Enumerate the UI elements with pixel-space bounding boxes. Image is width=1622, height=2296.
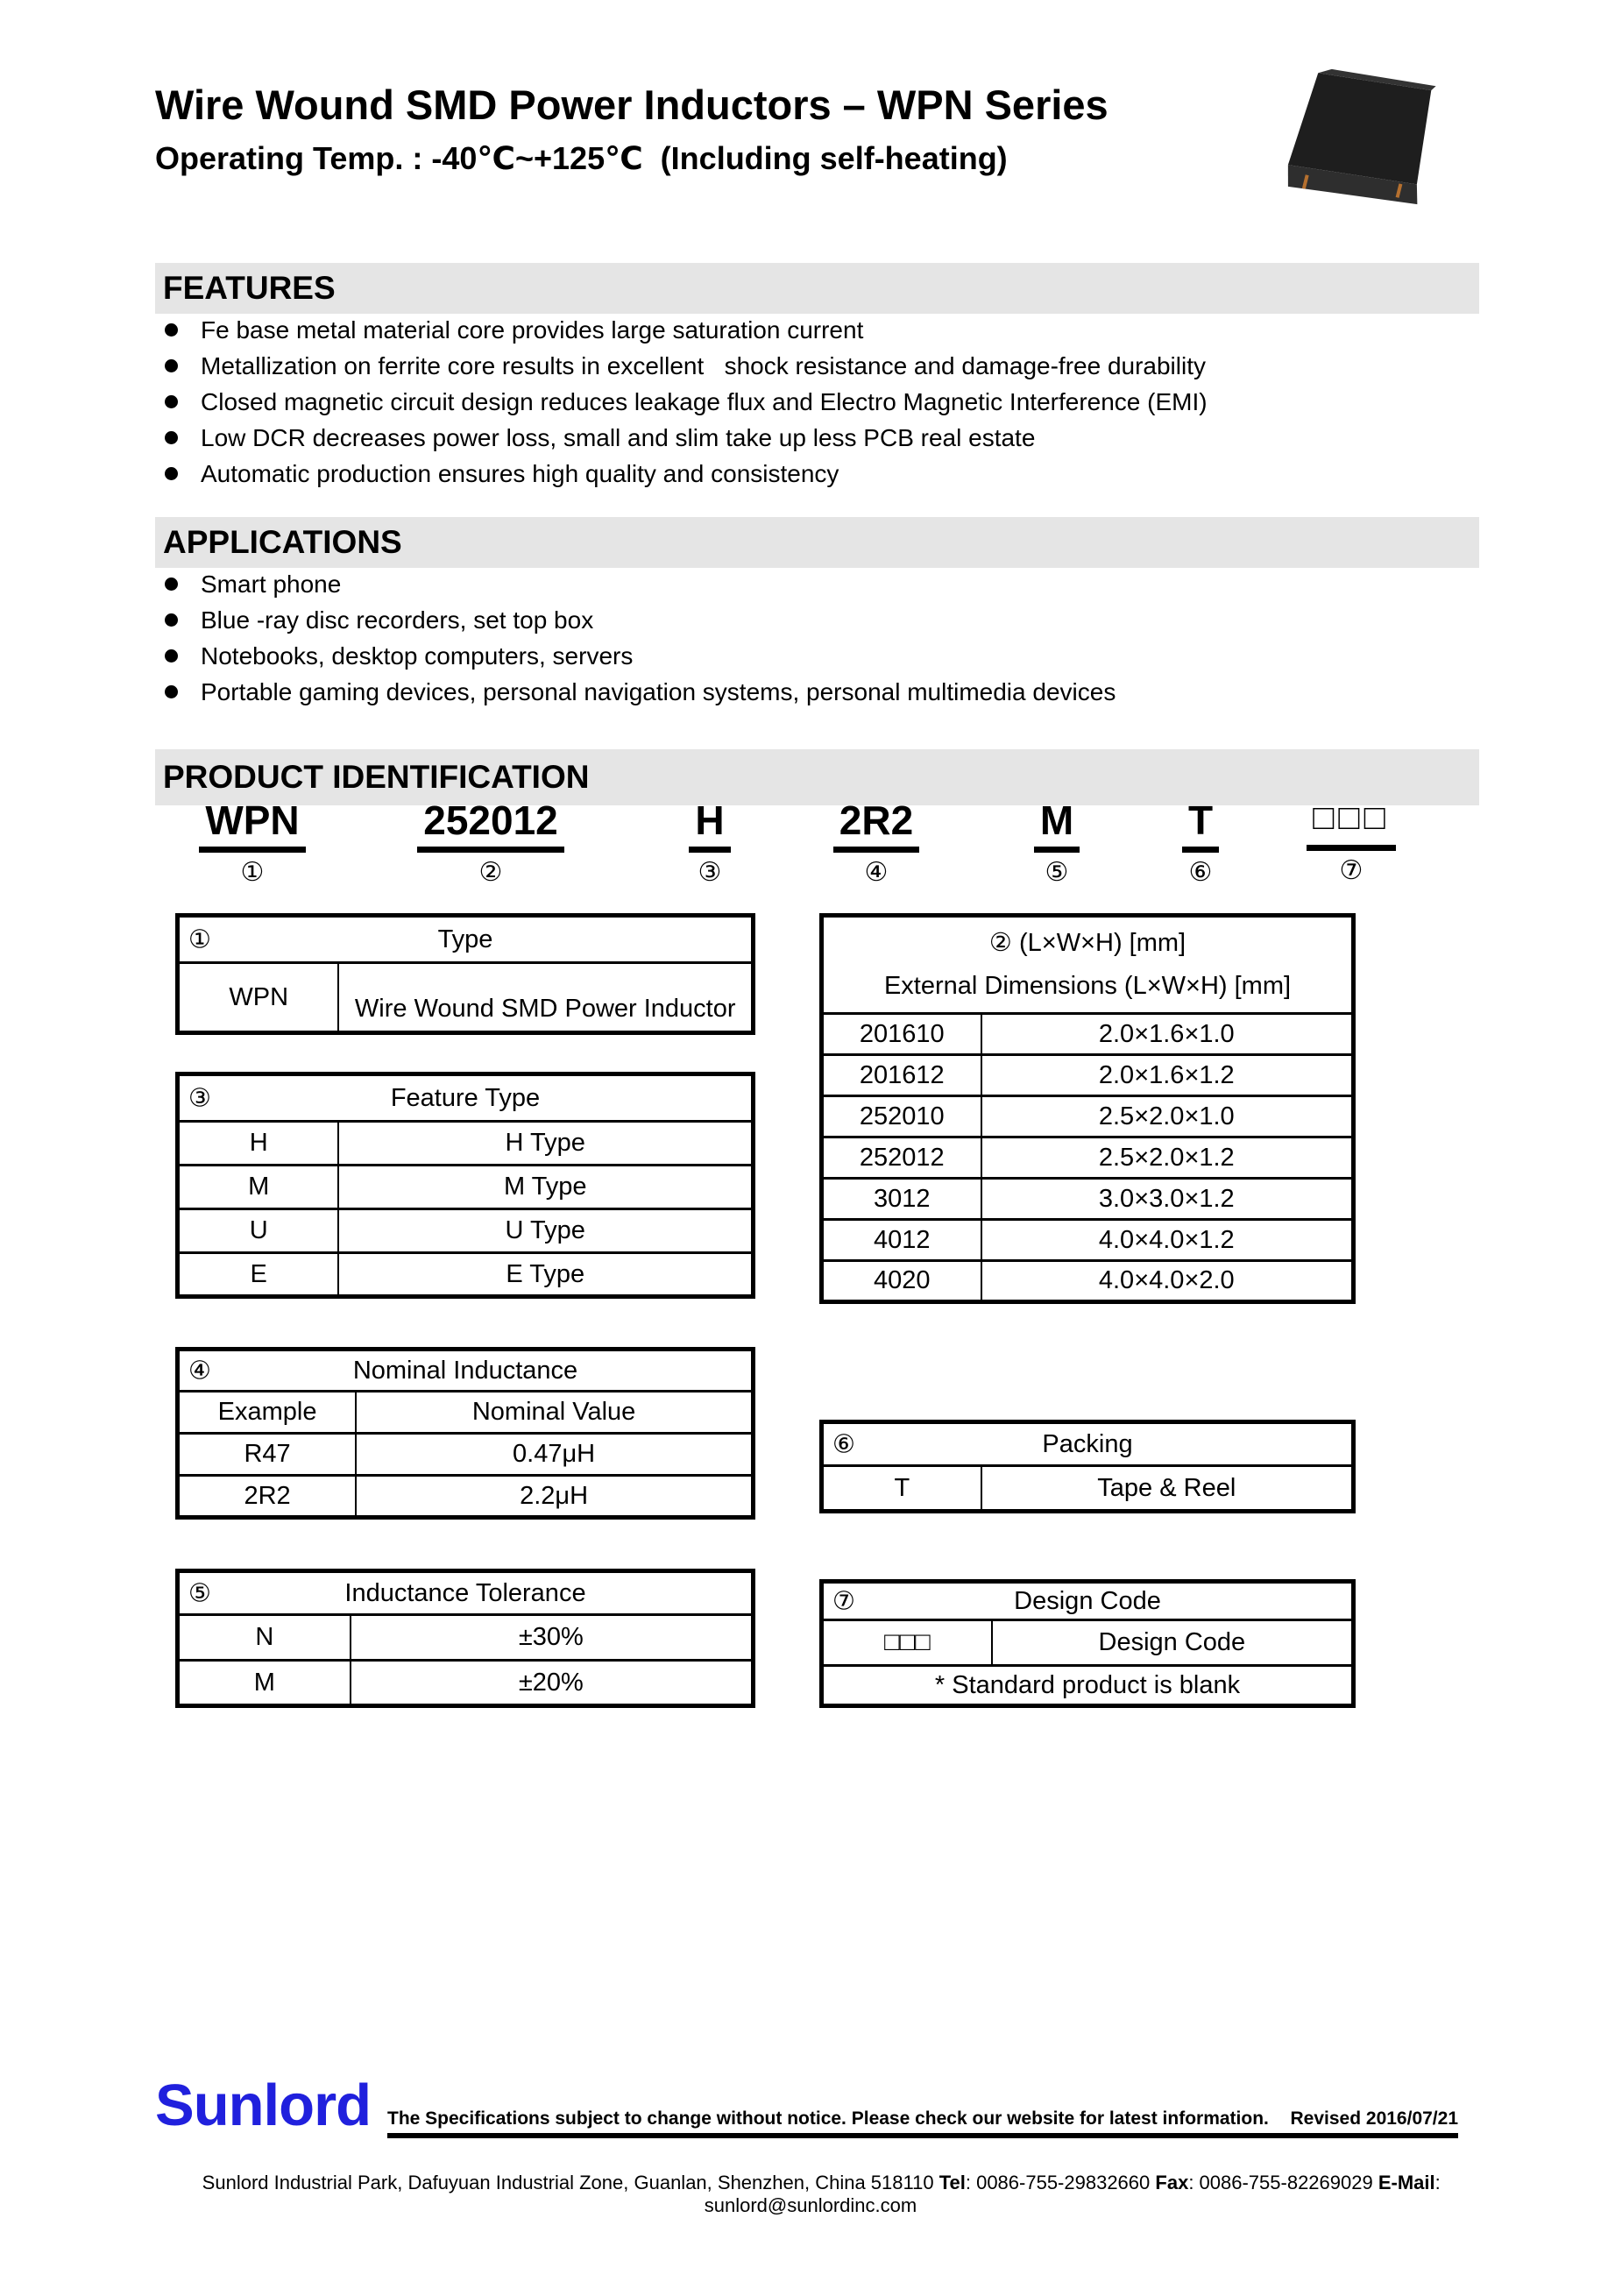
feature-item (165, 456, 1208, 492)
feature-code-cell: U (178, 1209, 339, 1253)
table-row (178, 1209, 754, 1253)
circled-index: ④ (864, 858, 889, 888)
fax-label: Fax (1155, 2172, 1189, 2193)
design-code-table (819, 1579, 1356, 1708)
part-number-code: 2R2 (833, 799, 919, 853)
design-code-table-header (822, 1582, 1354, 1620)
size-value-cell: 4.0×4.0×1.2 (981, 1220, 1354, 1261)
table-row (822, 1096, 1354, 1137)
feature-item (165, 384, 1208, 420)
design-code-desc-cell: Design Code (992, 1620, 1354, 1666)
table-row (178, 1434, 754, 1476)
column-header-cell: Nominal Value (356, 1392, 753, 1434)
table-row (178, 1392, 754, 1434)
bullet-icon (165, 578, 178, 591)
size-value-cell: 2.5×2.0×1.2 (981, 1137, 1354, 1179)
application-item-text: Smart phone (201, 570, 342, 598)
circled-index: ⑥ (832, 1430, 855, 1459)
circled-index: ⑤ (1045, 858, 1069, 888)
bullet-icon (165, 431, 178, 444)
circled-index: ① (240, 858, 265, 888)
part-number-segment (386, 799, 596, 888)
section-heading-applications (155, 517, 1479, 568)
size-code-cell: 201612 (822, 1055, 981, 1096)
feature-item-text: Automatic production ensures high quality and consistency (201, 459, 839, 487)
design-code-note-cell: * Standard product is blank (822, 1666, 1354, 1706)
feature-desc-cell: H Type (338, 1122, 753, 1166)
table-row (178, 1122, 754, 1166)
column-header-cell: Example (178, 1392, 357, 1434)
table-row (178, 1476, 754, 1518)
inductance-tolerance-table (175, 1569, 755, 1708)
applications-list (165, 566, 1116, 710)
feature-item-text: Low DCR decreases power loss, small and slim take up less PCB real estate (201, 423, 1036, 451)
feature-desc-cell: M Type (338, 1166, 753, 1209)
part-number-code: H (689, 799, 730, 853)
design-code-table-title: Design Code (1014, 1586, 1161, 1615)
circled-index: ⑦ (832, 1587, 855, 1616)
tolerance-value-cell: ±20% (351, 1661, 754, 1706)
example-cell: R47 (178, 1434, 357, 1476)
size-code-cell: 3012 (822, 1179, 981, 1220)
footer-divider (387, 2133, 1458, 2138)
bullet-icon (165, 323, 178, 337)
table-row (822, 1666, 1354, 1706)
feature-code-cell: E (178, 1253, 339, 1297)
feature-item-text: Closed magnetic circuit design reduces leakage flux and Electro Magnetic Interference (EMI) (201, 387, 1208, 415)
footer-address (88, 2149, 1533, 2240)
dimensions-header-line1 (824, 918, 1351, 965)
feature-code-cell: M (178, 1166, 339, 1209)
packing-desc-cell: Tape & Reel (981, 1466, 1354, 1512)
fax-value: : 0086-755-82269029 (1188, 2172, 1378, 2193)
feature-item-text: Metallization on ferrite core results in excellent shock resistance and damage-free durability (201, 351, 1207, 379)
packing-table-title: Packing (1042, 1429, 1133, 1458)
bullet-icon (165, 613, 178, 627)
table-row (178, 1615, 754, 1661)
bullet-icon (165, 395, 178, 408)
feature-type-table (175, 1072, 755, 1299)
section-heading-product-identification (155, 749, 1479, 805)
nominal-inductance-title: Nominal Inductance (352, 1356, 578, 1385)
application-item (165, 566, 1116, 602)
table-row (822, 1261, 1354, 1302)
feature-item (165, 312, 1208, 348)
type-table-header (178, 916, 754, 963)
circled-index: ⑤ (188, 1579, 211, 1608)
application-item-text: Blue -ray disc recorders, set top box (201, 606, 594, 634)
part-number-code: □□□ (1307, 799, 1395, 851)
bullet-icon (165, 359, 178, 372)
value-cell: 2.2μH (356, 1476, 753, 1518)
circled-index: ⑥ (1188, 858, 1213, 888)
footer-disclaimer (387, 2108, 1458, 2129)
circled-index: ① (188, 925, 211, 954)
table-row (822, 1179, 1354, 1220)
part-number-code: M (1034, 799, 1080, 853)
packing-code-cell: T (822, 1466, 981, 1512)
design-code-boxes-cell: □□□ (822, 1620, 992, 1666)
feature-item (165, 420, 1208, 456)
feature-type-table-title: Feature Type (390, 1083, 541, 1112)
part-number-segment (771, 799, 981, 888)
operating-temp-subtitle: Operating Temp. : -40℃~+125℃ (Including self-heating) (155, 140, 1008, 176)
application-item-text: Portable gaming devices, personal navigation systems, personal multimedia devices (201, 677, 1116, 705)
tolerance-code-cell: N (178, 1615, 351, 1661)
application-item (165, 602, 1116, 638)
table-row (822, 1220, 1354, 1261)
size-code-cell: 252012 (822, 1137, 981, 1179)
page-title: Wire Wound SMD Power Inductors – WPN Series (155, 81, 1108, 128)
size-value-cell: 3.0×3.0×1.2 (981, 1179, 1354, 1220)
address-text: Sunlord Industrial Park, Dafuyuan Industrial Zone, Guanlan, Shenzhen, China 518110 (202, 2172, 939, 2193)
feature-type-table-header (178, 1074, 754, 1122)
inductance-tolerance-title: Inductance Tolerance (344, 1578, 586, 1607)
part-number-code: 252012 (417, 799, 564, 853)
disclaimer-text: The Specifications subject to change without notice. Please check our website for latest information. (387, 2108, 1269, 2129)
table-row (822, 1620, 1354, 1666)
table-row (822, 1137, 1354, 1179)
nominal-inductance-header (178, 1350, 754, 1392)
size-code-cell: 201610 (822, 1014, 981, 1055)
table-row (178, 963, 754, 1033)
size-value-cell: 2.0×1.6×1.0 (981, 1014, 1354, 1055)
size-code-cell: 252010 (822, 1096, 981, 1137)
size-value-cell: 4.0×4.0×2.0 (981, 1261, 1354, 1302)
size-value-cell: 2.5×2.0×1.0 (981, 1096, 1354, 1137)
size-value-cell: 2.0×1.6×1.2 (981, 1055, 1354, 1096)
dimensions-table-header (822, 916, 1354, 1014)
circled-index: ③ (698, 858, 722, 888)
email-label: E-Mail (1378, 2172, 1435, 2193)
application-item (165, 674, 1116, 710)
table-row (178, 1166, 754, 1209)
size-code-cell: 4012 (822, 1220, 981, 1261)
table-row (822, 1466, 1354, 1512)
section-heading-features (155, 263, 1479, 314)
type-desc-cell: Wire Wound SMD Power Inductor (338, 963, 753, 1033)
section-heading-label: FEATURES (163, 270, 336, 306)
revised-date: Revised 2016/07/21 (1290, 2108, 1458, 2129)
part-number-segment (147, 799, 358, 888)
bullet-icon (165, 467, 178, 480)
bullet-icon (165, 649, 178, 663)
part-number-segment (1246, 799, 1456, 886)
circled-index: ⑦ (1339, 856, 1363, 885)
value-cell: 0.47μH (356, 1434, 753, 1476)
type-table (175, 913, 755, 1035)
product-photo (1269, 67, 1456, 223)
feature-code-cell: H (178, 1122, 339, 1166)
section-heading-label: APPLICATIONS (163, 524, 402, 560)
packing-table-header (822, 1422, 1354, 1466)
tolerance-value-cell: ±30% (351, 1615, 754, 1661)
size-code-cell: 4020 (822, 1261, 981, 1302)
type-code-cell: WPN (178, 963, 339, 1033)
application-item-text: Notebooks, desktop computers, servers (201, 641, 634, 670)
dimensions-table (819, 913, 1356, 1304)
bullet-icon (165, 685, 178, 698)
example-cell: 2R2 (178, 1476, 357, 1518)
circled-index: ② (478, 858, 503, 888)
table-row (822, 1014, 1354, 1055)
feature-desc-cell: E Type (338, 1253, 753, 1297)
features-list (165, 312, 1208, 492)
tel-label: Tel (938, 2172, 966, 2193)
table-row (822, 1055, 1354, 1096)
table-row (178, 1253, 754, 1297)
tolerance-code-cell: M (178, 1661, 351, 1706)
dimensions-header-line2: External Dimensions (L×W×H) [mm] (883, 972, 1292, 1000)
circled-index: ④ (188, 1357, 211, 1385)
type-table-title: Type (437, 925, 493, 953)
sunlord-logo: Sunlord (155, 2073, 372, 2138)
packing-table (819, 1420, 1356, 1513)
feature-item (165, 348, 1208, 384)
feature-desc-cell: U Type (338, 1209, 753, 1253)
feature-item-text: Fe base metal material core provides large saturation current (201, 315, 864, 344)
part-number-code: WPN (199, 799, 305, 853)
inductance-tolerance-header (178, 1571, 754, 1615)
table-row (178, 1661, 754, 1706)
application-item (165, 638, 1116, 674)
section-heading-label: PRODUCT IDENTIFICATION (163, 759, 590, 795)
circled-index: ③ (188, 1084, 211, 1113)
part-number-code: T (1182, 799, 1219, 853)
tel-value: : 0086-755-29832660 (965, 2172, 1156, 2193)
circled-index: ② (988, 929, 1012, 957)
nominal-inductance-table (175, 1347, 755, 1520)
dimensions-title: (L×W×H) [mm] (1018, 929, 1186, 957)
email-value: : sunlord@sunlordinc.com (704, 2172, 1446, 2216)
